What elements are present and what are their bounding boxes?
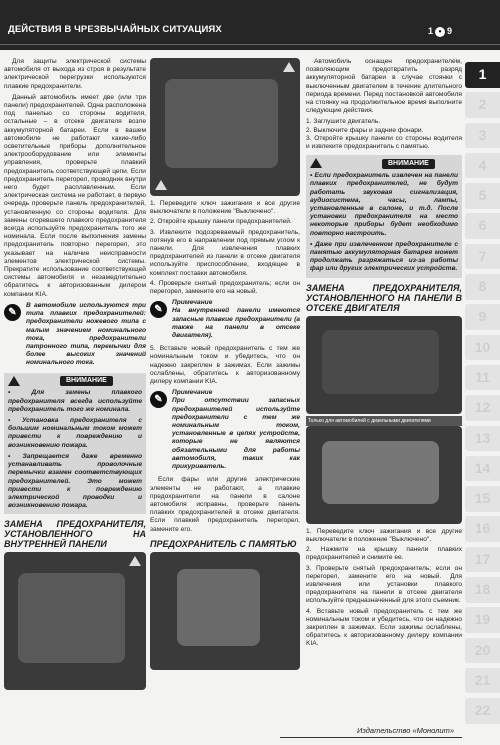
- publisher: Издательство «Монолит»: [357, 726, 454, 735]
- step-item: 4. Проверьте снятый предохранитель; если он перегорел, замените его на новый.: [150, 279, 300, 296]
- chapter-tab-9[interactable]: 9: [465, 304, 500, 330]
- chapter-tab-7[interactable]: 7: [465, 244, 500, 270]
- chapter-tab-5[interactable]: 5: [465, 183, 500, 209]
- section-heading: ПРЕДОХРАНИТЕЛЬ С ПАМЯТЬЮ: [150, 538, 297, 549]
- warning-triangle-icon: [310, 158, 322, 168]
- note-text: На внутренней панели имеются запасные плавкие предохранители (а также на панели в отсеке двигателя).: [172, 307, 300, 340]
- warning-item: • Для замены плавкого предохранителя всегда используйте предохранитель того же номинала.: [8, 389, 142, 413]
- section-heading: ЗАМЕНА ПРЕДОХРАНИТЕЛЯ, УСТАНОВЛЕННОГО НА ПАНЕЛИ В ОТСЕКЕ ДВИГАТЕЛЯ: [306, 282, 462, 313]
- section-heading: ЗАМЕНА ПРЕДОХРАНИТЕЛЯ, УСТАНОВЛЕННОГО НА ВНУТРЕННЕЙ ПАНЕЛИ: [4, 519, 146, 550]
- warning-title: ВНИМАНИЕ: [60, 376, 113, 386]
- chapter-tab-15[interactable]: 15: [465, 486, 500, 512]
- step-item: 1. Переведите ключ зажигания и все другие выключатели в положение "Выключено".: [306, 527, 462, 544]
- chapter-tab-18[interactable]: 18: [465, 577, 500, 603]
- column-1: [4, 58, 146, 690]
- step-item: 5. Вставьте новый предохранитель с тем же номинальным током и убедитесь, что он надежно закреплен в зажимах. Если зажимы ослаблены, обратитесь к авторизованному дилеру компании KIA.: [150, 345, 300, 386]
- warning-item: • Запрещается даже временно устанавливать проволочные перемычки взамен соответствующих предохранителей. Это может привести к повреждению электрической проводки и возникновению пожара.: [8, 452, 142, 510]
- engine-fuse-box-photo: [306, 316, 462, 414]
- note-heading: Примечание: [172, 389, 213, 397]
- page-number: 1 • 9: [428, 26, 453, 36]
- engine-fuse-panel-photo: [306, 426, 462, 524]
- warning-item: • Установка предохранителя с большим номинальным током может привести к повреждению и возникновению пожара.: [8, 417, 142, 449]
- page-footer: [0, 726, 462, 738]
- step-item: 1. Переведите ключ зажигания и все другие выключатели в положение "Выключено".: [150, 200, 300, 216]
- warning-triangle-icon: [8, 376, 20, 386]
- note-block: [150, 299, 300, 340]
- page-header: [0, 0, 500, 50]
- memory-fuse-paragraph: Автомобиль оснащен предохранителем, позволяющим предотвратить разряд аккумуляторной батареи в случае стоянки с выключенным двигателем в течение длительного периода времени. Перед постановкой автомобиля на стоянку на продолжительное время выполните следующие действия.: [306, 58, 462, 115]
- chapter-tab-16[interactable]: 16: [465, 516, 500, 542]
- warning-block: [306, 155, 462, 277]
- step-item: 3. Откройте крышку панели со стороны водителя и извлеките предохранитель с памятью.: [306, 134, 462, 151]
- note-block: [4, 302, 146, 368]
- step-item: 2. Нажмите на крышку панели плавких предохранителей и снимите ее.: [306, 546, 462, 562]
- step-item: 3. Проверьте снятый предохранитель; если он перегорел, замените его на новый. Для извлечения или установки плавкого предохранителя на панели в отсеке двигателя используйте предназначенный для этого съемник.: [306, 564, 462, 605]
- chapter-tab-12[interactable]: 12: [465, 395, 500, 421]
- diesel-caption: Только для автомобилей с дизельными двигателями: [306, 416, 462, 426]
- chapter-tab-17[interactable]: 17: [465, 547, 500, 573]
- note-block: [150, 389, 300, 471]
- warning-item: • Если предохранитель извлечен на панели плавких предохранителей, не будут работать звуковая сигнализация, аудиосистема, часы, лампы, установленные в салоне, и т.д. После установки предохранителя на место некоторые приборы будет необходимо повторно настроить.: [310, 172, 458, 237]
- note-icon: ✎: [4, 304, 21, 321]
- note-icon: ✎: [150, 301, 167, 318]
- warning-title: ВНИМАНИЕ: [382, 159, 435, 169]
- chapter-tab-11[interactable]: 11: [465, 365, 500, 391]
- chapter-tab-2[interactable]: 2: [465, 92, 500, 118]
- section-title: ДЕЙСТВИЯ В ЧРЕЗВЫЧАЙНЫХ СИТУАЦИЯХ: [8, 24, 222, 35]
- inner-panel-photo: [4, 552, 146, 690]
- chapter-tab-1[interactable]: 1: [465, 62, 500, 88]
- chapter-tabs: [465, 62, 500, 729]
- warning-item: • Даже при извлеченном предохранителе с памятью аккумуляторная батарея может продолжать разряжаться из-за работы фар или других электрических устройств.: [310, 240, 458, 273]
- chapter-tab-3[interactable]: 3: [465, 123, 500, 149]
- note-text: При отсутствии запасных предохранителей используйте предохранители с тем же номинальным током, установленные в цепях устройств, которые не являются обязательными для работы автомобиля, таких как прикуриватель.: [172, 397, 300, 471]
- warning-triangle-icon: [155, 180, 167, 190]
- chapter-tab-4[interactable]: 4: [465, 153, 500, 179]
- intro-paragraph: Для защиты электрической системы автомобиля от выхода из строя в результате электрической перегрузки используются плавкие предохранители.: [4, 58, 146, 90]
- step-item: 2. Откройте крышку панели предохранителей.: [150, 218, 292, 226]
- note-icon: ✎: [150, 391, 167, 408]
- chapter-tab-21[interactable]: 21: [465, 668, 500, 694]
- note-text: В автомобиле используются три типа плавких предохранителей: предохранители ножевого типа с малым значением номинального тока, предохранители патронного типа, перемычки для более высоких значений номинального тока.: [26, 301, 146, 367]
- note-heading: Примечание: [172, 299, 213, 307]
- step-item: 1. Заглушите двигатель.: [306, 118, 381, 126]
- warning-triangle-icon: [129, 556, 141, 566]
- chapter-tab-6[interactable]: 6: [465, 213, 500, 239]
- chapter-tab-8[interactable]: 8: [465, 274, 500, 300]
- step-item: 4. Вставьте новый предохранитель с тем же номинальным током и убедитесь, что он надежно закреплен в зажимах. Если зажимы ослаблены, обратитесь к авторизованному дилеру компании KIA.: [306, 607, 462, 648]
- step-item: 3. Извлеките подозреваемый предохранитель, потянув его в направлении под прямым углом к панели. Для извлечения плавких предохранителей из панели в отсеке двигателя используйте приспособление, входящее в комплект поставки автомобиля.: [150, 228, 300, 277]
- chapter-tab-22[interactable]: 22: [465, 698, 500, 724]
- chapter-tab-14[interactable]: 14: [465, 456, 500, 482]
- chapter-tab-20[interactable]: 20: [465, 638, 500, 664]
- chapter-tab-19[interactable]: 19: [465, 607, 500, 633]
- fuse-puller-photo: [150, 58, 300, 196]
- engine-panel-paragraph: Если фары или другие электрические элементы не работают, а плавкие предохранители на панели в салоне автомобиля исправны, проверьте панель плавких предохранителей в отсеке двигателя. Если плавкий предохранитель перегорел, замените его.: [150, 476, 300, 533]
- column-3: [306, 58, 462, 651]
- column-2: [150, 58, 300, 670]
- chapter-tab-10[interactable]: 10: [465, 335, 500, 361]
- step-item: 2. Выключите фары и задние фонари.: [306, 126, 424, 134]
- warning-triangle-icon: [283, 62, 295, 72]
- memory-fuse-photo: [150, 552, 300, 670]
- warning-block: [4, 373, 146, 515]
- chapter-tab-13[interactable]: 13: [465, 426, 500, 452]
- fuse-panels-paragraph: Данный автомобиль имеет две (или три панели) предохранителей. Одна расположена под панелью со стороны водителя, остальные – в отсеке двигателя возле аккумуляторной батареи. Если в вашем автомобиле не работают какие-либо осветительные приборы дополнительное электрооборудование или элементы управления, проверьте плавкий предохранитель соответствующей цепи. Если предохранитель перегорел, проводник внутри него будет расплавленным. Если электрическая система не работает, в первую очередь проверьте панель предохранителей, установленную со стороны водителя. Для замены сгоревшего плавкого предохранителя всегда используйте предохранитель того же номинала. Если после выполнения замены предохранитель повторно перегорел, это указывает на наличие неисправности элементов электрической системы. Прекратите использование соответствующей системы автомобиля и незамедлительно обратитесь к авторизованным дилером компании KIA.: [4, 93, 146, 298]
